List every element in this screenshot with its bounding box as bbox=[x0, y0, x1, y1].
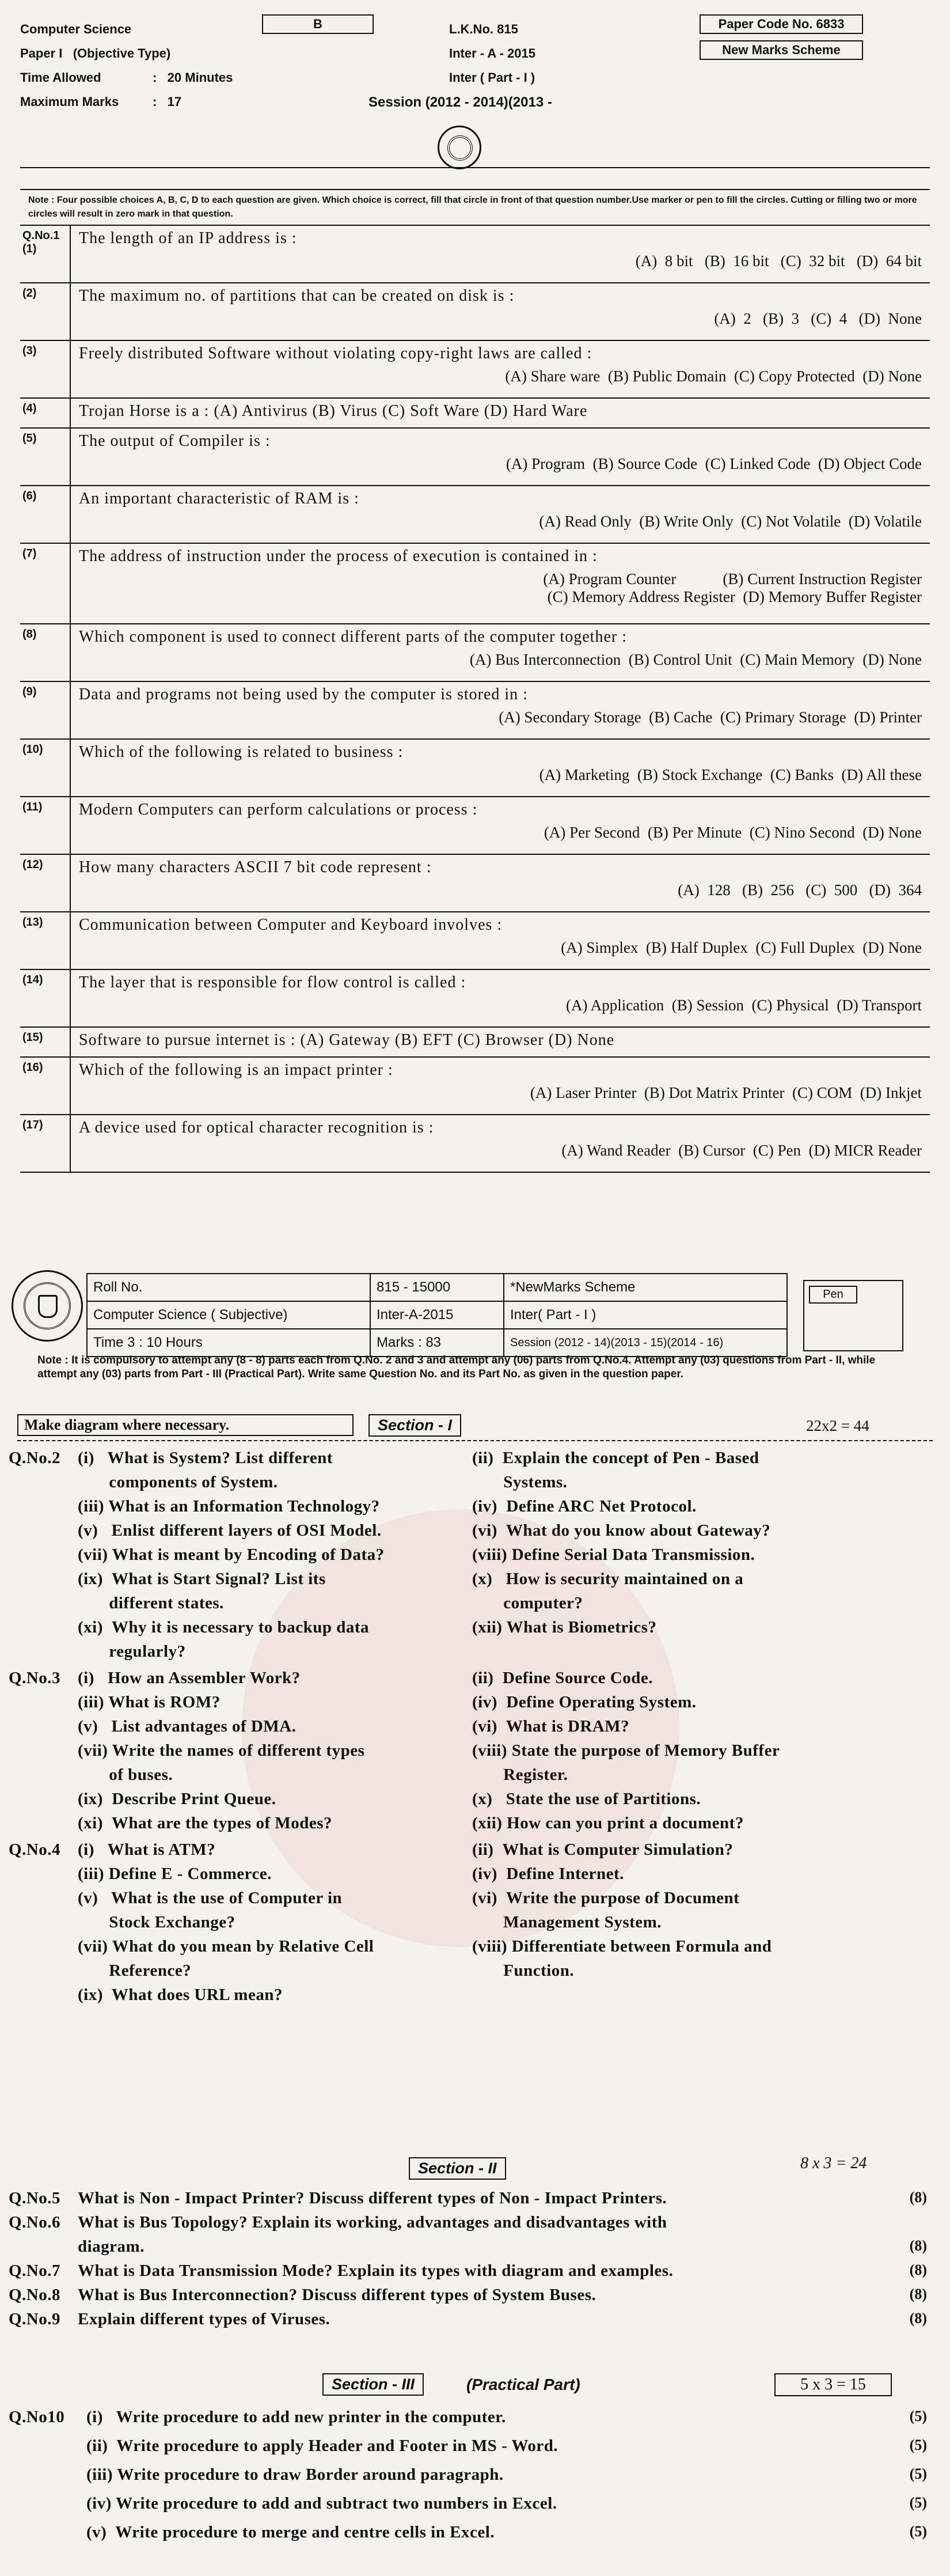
long-question-text: What is Data Transmission Mode? Explain its types with diagram and examples. bbox=[78, 2261, 674, 2280]
short-question: computer? bbox=[472, 1594, 583, 1612]
practical-part: (v) Write procedure to merge and centre cells in Excel. bbox=[86, 2523, 495, 2541]
question-marks: (5) bbox=[909, 2408, 927, 2425]
mcq-body bbox=[70, 486, 930, 543]
long-question-text: What is Bus Interconnection? Discuss different types of System Buses. bbox=[78, 2286, 596, 2304]
mcq-body bbox=[70, 225, 930, 283]
short-question: (iii) What is an Information Technology? bbox=[78, 1497, 380, 1516]
long-question-text: What is Non - Impact Printer? Discuss different types of Non - Impact Printers. bbox=[78, 2189, 667, 2207]
short-question: (iii) What is ROM? bbox=[78, 1693, 221, 1711]
mcq-number: (6) bbox=[20, 486, 70, 543]
short-question: different states. bbox=[78, 1594, 224, 1612]
mcq-stem: Which component is used to connect different parts of the computer together : bbox=[79, 628, 627, 646]
section-3-marks: 5 x 3 = 15 bbox=[774, 2373, 892, 2396]
group-box: B bbox=[262, 14, 374, 34]
mcq-body bbox=[70, 340, 930, 398]
mcq-options: (A) Wand Reader (B) Cursor (C) Pen (D) MICR Reader bbox=[561, 1142, 922, 1159]
short-question: (iv) Define Internet. bbox=[472, 1865, 624, 1883]
short-question: (xi) What are the types of Modes? bbox=[78, 1814, 333, 1832]
short-question: (vi) What is DRAM? bbox=[472, 1717, 630, 1736]
mcq-row bbox=[20, 1027, 930, 1057]
question-marks: (5) bbox=[909, 2437, 927, 2453]
question-marks: (8) bbox=[909, 2286, 927, 2302]
mcq-number: (5) bbox=[20, 428, 70, 486]
short-question: (viii) Differentiate between Formula and bbox=[472, 1937, 772, 1956]
mcq-options: (A) Program Counter (B) Current Instruction Register (C) Memory Address Register (D) Memory Buffer Register bbox=[543, 570, 922, 605]
mcq-number: Q.No.1 (1) bbox=[20, 225, 70, 283]
short-question: (vi) What do you know about Gateway? bbox=[472, 1521, 771, 1540]
short-question: Reference? bbox=[78, 1961, 192, 1980]
long-question-number: Q.No.6 bbox=[9, 2213, 60, 2232]
short-question: (i) What is System? List different bbox=[78, 1449, 333, 1467]
mcq-body bbox=[70, 624, 930, 681]
mcq-options: (A) Program (B) Source Code (C) Linked Code (D) Object Code bbox=[506, 455, 922, 472]
mcq-stem: Freely distributed Software without violating copy-right laws are called : bbox=[79, 344, 592, 362]
paper-label: Paper I (Objective Type) bbox=[20, 46, 171, 60]
practical-part: (ii) Write procedure to apply Header and Footer in MS - Word. bbox=[86, 2437, 558, 2455]
section-2-marks: 8 x 3 = 24 bbox=[800, 2154, 867, 2172]
mcq-stem: The maximum no. of partitions that can be created on disk is : bbox=[79, 287, 515, 305]
long-question-text: Explain different types of Viruses. bbox=[78, 2310, 330, 2328]
question-marks: (5) bbox=[909, 2523, 927, 2540]
mcq-row bbox=[20, 543, 930, 624]
mcq-row bbox=[20, 1115, 930, 1172]
practical-question-number: Q.No10 bbox=[9, 2408, 65, 2426]
mcq-row bbox=[20, 969, 930, 1027]
mcq-stem: Data and programs not being used by the computer is stored in : bbox=[79, 685, 528, 703]
divider bbox=[20, 167, 930, 168]
mcq-options: (A) Application (B) Session (C) Physical (D) Transport bbox=[566, 997, 922, 1014]
mcq-number: (14) bbox=[20, 969, 70, 1027]
short-question: (xii) What is Biometrics? bbox=[472, 1618, 657, 1636]
question-marks: (8) bbox=[909, 2237, 927, 2254]
mcq-row bbox=[20, 283, 930, 340]
short-question: (i) What is ATM? bbox=[78, 1840, 216, 1859]
pen-box: Pen bbox=[809, 1286, 857, 1304]
mcq-row bbox=[20, 225, 930, 283]
session-subjective: Session (2012 - 14)(2013 - 15)(2014 - 16) bbox=[504, 1329, 787, 1357]
mcq-number: (2) bbox=[20, 283, 70, 340]
subject-label: Computer Science bbox=[20, 22, 132, 36]
short-question: (i) How an Assembler Work? bbox=[78, 1669, 301, 1687]
question-marks: (5) bbox=[909, 2465, 927, 2482]
mcq-number: (7) bbox=[20, 543, 70, 624]
short-question: (ix) What is Start Signal? List its bbox=[78, 1570, 326, 1588]
question-marks: (8) bbox=[909, 2310, 927, 2327]
marks-scheme-box: New Marks Scheme bbox=[700, 40, 863, 60]
mcq-stem: Software to pursue internet is : (A) Gateway (B) EFT (C) Browser (D) None bbox=[79, 1031, 615, 1049]
short-question: (x) State the use of Partitions. bbox=[472, 1790, 701, 1808]
diagram-note: Make diagram where necessary. bbox=[17, 1414, 354, 1436]
short-question: Management System. bbox=[472, 1913, 662, 1931]
mcq-options: (A) Per Second (B) Per Minute (C) Nino Second (D) None bbox=[544, 824, 922, 841]
mcq-number: (9) bbox=[20, 681, 70, 739]
mcq-number: (3) bbox=[20, 340, 70, 398]
instructions-note: Note : Four possible choices A, B, C, D to each question are given. Which choice is correct, fill that circle in front of that question number.Use marker or pen to fill the circles. Cutting or filling two or more circles will result in zero mark in that question. bbox=[20, 190, 930, 225]
mcq-number: (4) bbox=[20, 398, 70, 428]
mcq-row bbox=[20, 739, 930, 797]
mcq-number: (8) bbox=[20, 624, 70, 681]
mcq-row bbox=[20, 486, 930, 543]
mcq-stem: Modern Computers can perform calculations or process : bbox=[79, 801, 478, 819]
mcq-body bbox=[70, 681, 930, 739]
short-question: (viii) Define Serial Data Transmission. bbox=[472, 1545, 755, 1564]
question-marks: (8) bbox=[909, 2261, 927, 2278]
board-seal-icon bbox=[438, 126, 481, 169]
pen-frame bbox=[803, 1280, 903, 1351]
short-question: (ix) Describe Print Queue. bbox=[78, 1790, 276, 1808]
question-marks: (5) bbox=[909, 2494, 927, 2511]
mcq-number: (12) bbox=[20, 854, 70, 912]
section-3-title: Section - III bbox=[322, 2373, 424, 2396]
mcq-body bbox=[70, 1027, 930, 1057]
q3-number: Q.No.3 bbox=[9, 1669, 60, 1687]
marks-value: : 17 bbox=[153, 94, 182, 109]
mcq-stem: Communication between Computer and Keyboard involves : bbox=[79, 916, 503, 934]
mcq-number: (16) bbox=[20, 1057, 70, 1115]
mcq-row bbox=[20, 797, 930, 854]
practical-part: (i) Write procedure to add new printer in the computer. bbox=[86, 2408, 506, 2426]
short-question: (v) List advantages of DMA. bbox=[78, 1717, 297, 1736]
mcq-stem: Trojan Horse is a : (A) Antivirus (B) Virus (C) Soft Ware (D) Hard Ware bbox=[79, 402, 588, 420]
long-question-text: What is Bus Topology? Explain its working, advantages and disadvantages with bbox=[78, 2213, 667, 2232]
short-question: (xi) Why it is necessary to backup data bbox=[78, 1618, 370, 1636]
marks-subjective: Marks : 83 bbox=[370, 1329, 504, 1357]
short-question: (vii) What do you mean by Relative Cell bbox=[78, 1937, 374, 1956]
short-question: (xii) How can you print a document? bbox=[472, 1814, 744, 1832]
mcq-body bbox=[70, 428, 930, 486]
mcq-number: (10) bbox=[20, 739, 70, 797]
divider bbox=[17, 1440, 933, 1441]
mcq-stem: Which of the following is an impact printer : bbox=[79, 1061, 393, 1079]
short-question: (ii) Explain the concept of Pen - Based bbox=[472, 1449, 759, 1467]
mcq-body bbox=[70, 543, 930, 624]
long-question-number: Q.No.5 bbox=[9, 2189, 60, 2207]
mcq-row bbox=[20, 398, 930, 428]
time-label: Time Allowed bbox=[20, 70, 101, 85]
section-1-marks: 22x2 = 44 bbox=[806, 1417, 869, 1434]
long-question-number: Q.No.9 bbox=[9, 2310, 60, 2328]
mcq-stem: A device used for optical character recognition is : bbox=[79, 1119, 434, 1137]
mcq-body bbox=[70, 797, 930, 854]
section-3-subtitle: (Practical Part) bbox=[466, 2376, 580, 2393]
section-2-title: Section - II bbox=[409, 2157, 506, 2180]
mcq-options: (A) Simplex (B) Half Duplex (C) Full Duplex (D) None bbox=[561, 939, 922, 956]
short-question: (v) Enlist different layers of OSI Model. bbox=[78, 1521, 382, 1540]
q4-number: Q.No.4 bbox=[9, 1840, 60, 1859]
time-subjective: Time 3 : 10 Hours bbox=[87, 1329, 370, 1357]
long-question-text: diagram. bbox=[78, 2237, 145, 2256]
mcq-stem: How many characters ASCII 7 bit code represent : bbox=[79, 858, 432, 876]
mcq-options: (A) Share ware (B) Public Domain (C) Copy Protected (D) None bbox=[505, 368, 922, 385]
long-question-number: Q.No.7 bbox=[9, 2261, 60, 2280]
part-subjective: Inter( Part - I ) bbox=[504, 1301, 787, 1329]
mcq-row bbox=[20, 428, 930, 486]
short-question: (ii) Define Source Code. bbox=[472, 1669, 653, 1687]
mcq-number: (11) bbox=[20, 797, 70, 854]
mcq-body bbox=[70, 1057, 930, 1115]
scheme-label: *NewMarks Scheme bbox=[504, 1274, 787, 1301]
mcq-stem: The output of Compiler is : bbox=[79, 432, 271, 450]
exam-part: Inter ( Part - I ) bbox=[449, 70, 535, 85]
mcq-stem: An important characteristic of RAM is : bbox=[79, 490, 359, 507]
mcq-row bbox=[20, 854, 930, 912]
paper-code-box: Paper Code No. 6833 bbox=[700, 14, 863, 34]
mcq-stem: The address of instruction under the process of execution is contained in : bbox=[79, 547, 598, 565]
mcq-row bbox=[20, 624, 930, 681]
short-question: Stock Exchange? bbox=[78, 1913, 235, 1931]
mcq-row bbox=[20, 1057, 930, 1115]
mcq-options: (A) Bus Interconnection (B) Control Unit (C) Main Memory (D) None bbox=[469, 651, 922, 668]
time-value: : 20 Minutes bbox=[153, 70, 233, 85]
session: Session (2012 - 2014)(2013 - bbox=[368, 94, 552, 110]
board-logo-icon bbox=[12, 1270, 83, 1342]
subjective-info-table bbox=[86, 1273, 788, 1357]
mcq-body bbox=[70, 398, 930, 428]
section-1-title: Section - I bbox=[368, 1414, 461, 1437]
short-question: (iv) Define ARC Net Protocol. bbox=[472, 1497, 697, 1516]
mcq-options: (A) Secondary Storage (B) Cache (C) Primary Storage (D) Printer bbox=[499, 709, 922, 726]
mcq-options: (A) Marketing (B) Stock Exchange (C) Banks (D) All these bbox=[539, 766, 922, 783]
short-question: Register. bbox=[472, 1766, 568, 1784]
exam-inter: Inter - A - 2015 bbox=[449, 46, 535, 60]
short-question: Function. bbox=[472, 1961, 575, 1980]
mcq-row bbox=[20, 340, 930, 398]
marks-label: Maximum Marks bbox=[20, 94, 119, 109]
mcq-body bbox=[70, 283, 930, 340]
mcq-row bbox=[20, 681, 930, 739]
inter-subjective: Inter-A-2015 bbox=[370, 1301, 504, 1329]
mcq-stem: Which of the following is related to business : bbox=[79, 743, 404, 761]
short-question: components of System. bbox=[78, 1473, 278, 1491]
short-question: of buses. bbox=[78, 1766, 173, 1784]
mcq-number: (17) bbox=[20, 1115, 70, 1172]
long-question-number: Q.No.8 bbox=[9, 2286, 60, 2304]
short-question: (iii) Define E - Commerce. bbox=[78, 1865, 272, 1883]
paper-code: 815 - 15000 bbox=[370, 1274, 504, 1301]
practical-part: (iii) Write procedure to draw Border around paragraph. bbox=[86, 2465, 504, 2484]
short-question: Systems. bbox=[472, 1473, 568, 1491]
mcq-body bbox=[70, 969, 930, 1027]
mcq-options: (A) Laser Printer (B) Dot Matrix Printer (C) COM (D) Inkjet bbox=[530, 1084, 922, 1101]
short-question: (x) How is security maintained on a bbox=[472, 1570, 744, 1588]
mcq-body bbox=[70, 1115, 930, 1172]
short-question: (ii) What is Computer Simulation? bbox=[472, 1840, 734, 1859]
mcq-options: (A) 128 (B) 256 (C) 500 (D) 364 bbox=[678, 881, 922, 899]
short-question: (iv) Define Operating System. bbox=[472, 1693, 697, 1711]
roll-no-label: Roll No. bbox=[87, 1274, 370, 1301]
short-question: regularly? bbox=[78, 1642, 186, 1661]
mcq-row bbox=[20, 912, 930, 969]
mcq-number: (15) bbox=[20, 1027, 70, 1057]
question-marks: (8) bbox=[909, 2189, 927, 2206]
short-question: (vii) Write the names of different types bbox=[78, 1741, 365, 1760]
mcq-options: (A) Read Only (B) Write Only (C) Not Volatile (D) Volatile bbox=[539, 513, 922, 530]
practical-part: (iv) Write procedure to add and subtract two numbers in Excel. bbox=[86, 2494, 557, 2513]
short-question: (vi) Write the purpose of Document bbox=[472, 1889, 740, 1907]
q2-number: Q.No.2 bbox=[9, 1449, 60, 1467]
mcq-table bbox=[20, 189, 930, 1173]
lk-number: L.K.No. 815 bbox=[449, 22, 518, 36]
mcq-body bbox=[70, 912, 930, 969]
short-question: (v) What is the use of Computer in bbox=[78, 1889, 343, 1907]
mcq-number: (13) bbox=[20, 912, 70, 969]
mcq-options: (A) 2 (B) 3 (C) 4 (D) None bbox=[714, 310, 922, 327]
mcq-options: (A) 8 bit (B) 16 bit (C) 32 bit (D) 64 bit bbox=[635, 252, 922, 270]
subject-subjective: Computer Science ( Subjective) bbox=[87, 1301, 370, 1329]
mcq-stem: The length of an IP address is : bbox=[79, 229, 297, 247]
mcq-body bbox=[70, 739, 930, 797]
short-question: (ix) What does URL mean? bbox=[78, 1986, 283, 2004]
short-question: (vii) What is meant by Encoding of Data? bbox=[78, 1545, 385, 1564]
short-question: (viii) State the purpose of Memory Buffer bbox=[472, 1741, 780, 1760]
note-row bbox=[20, 190, 930, 225]
subjective-note: Note : It is compulsory to attempt any (8 - 8) parts each from Q.No. 2 and 3 and attempt any (06) parts from Q.No.4. Attempt any (03) questions from Part - II, while attempt any (03) parts from Part - III (Practical Part). Write same Question No. and its Part No. as given in the question paper. bbox=[37, 1354, 876, 1380]
mcq-stem: The layer that is responsible for flow control is called : bbox=[79, 973, 466, 991]
mcq-body bbox=[70, 854, 930, 912]
